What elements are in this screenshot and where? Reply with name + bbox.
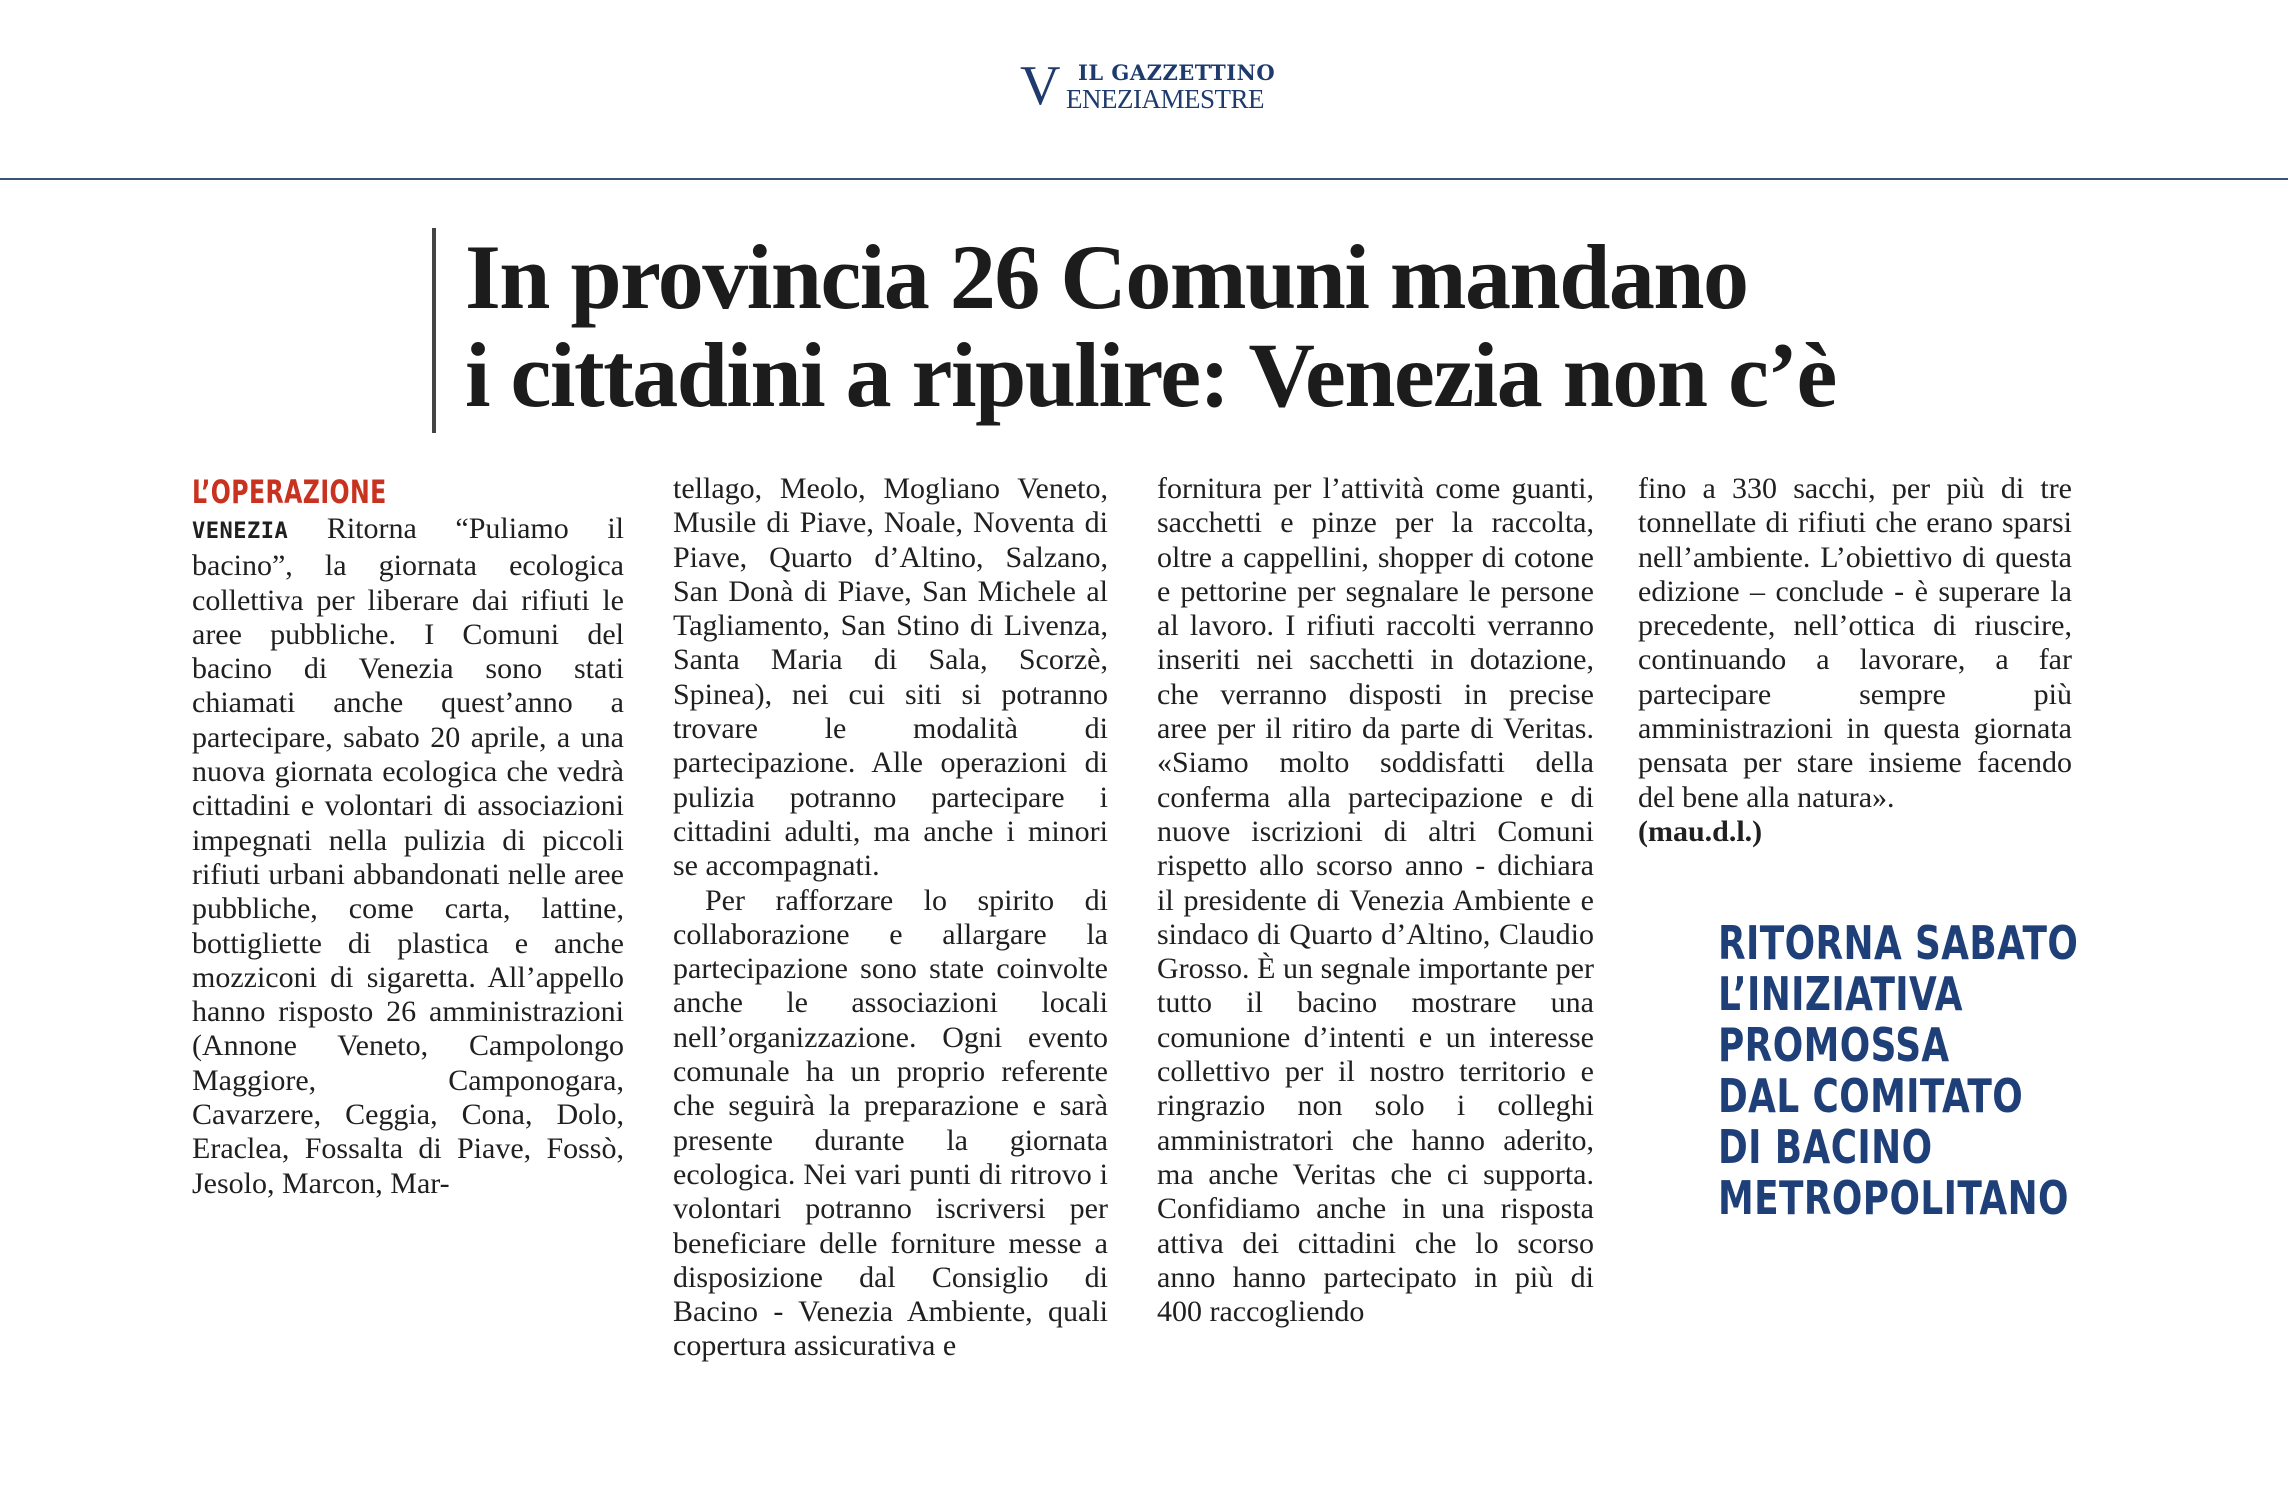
article-paragraph-5: fino a 330 sacchi, per più di tre tonnellate di rifiuti che erano sparsi nell’ambiente. L’obiettivo di questa edizione – conclude - è superare la precedente, nell’ottica di riuscire, continuando a lavorare, a far partecipare sempre più amministrazioni in questa giornata pensata per stare insieme facendo del bene alla natura».: [1638, 472, 2072, 814]
headline-line-2: i cittadini a ripulire: Venezia non c’è: [465, 324, 1836, 426]
masthead-logo: [1010, 56, 1290, 118]
headline-bar: [432, 228, 436, 433]
masthead-edition: ENEZIAMESTRE: [1066, 84, 1264, 114]
headline: [465, 228, 2185, 424]
article-paragraph-2: tellago, Meolo, Mogliano Veneto, Musile di Piave, Noale, Noventa di Piave, Quarto d’Altino, Salzano, San Donà di Piave, San Michele al Tagliamento, San Stino di Livenza, Santa Maria di Sala, Scorzè, Spinea), nei cui siti si potranno trovare le modalità di partecipazione. Alle operazioni di pulizia potranno partecipare i cittadini adulti, ma anche i minori se accompagnati.: [673, 472, 1108, 883]
pull-quote-line-1: RITORNA SABATO: [1718, 916, 2079, 970]
article-column-2: [673, 472, 1108, 1364]
article-text-1: Ritorna “Puliamo il bacino”, la giornata ecologica collettiva per liberare dai rifiuti le aree pubbliche. I Comuni del bacino di Venezia sono stati chiamati anche quest’anno a partecipare, sabato 20 aprile, a una nuova giornata ecologica che vedrà cittadini e volontari di associazioni impegnati nella pulizia di piccoli rifiuti urbani abbandonati nelle aree pubbliche, come carta, lattine, bottigliette di plastica e anche mozziconi di sigaretta. All’appello hanno risposto 26 amministrazioni (Annone Veneto, Campolongo Maggiore, Camponogara, Cavarzere, Ceggia, Cona, Dolo, Eraclea, Fossalta di Piave, Fossò, Jesolo, Marcon, Mar-: [192, 512, 625, 1200]
author-signature: (mau.d.l.): [1638, 814, 1763, 848]
pull-quote-line-6: METROPOLITANO: [1718, 1171, 2069, 1225]
article-column-3: [1157, 472, 1594, 1329]
masthead-initial: V: [1020, 55, 1061, 117]
article-paragraph-3: Per rafforzare lo spirito di collaborazione e allargare la partecipazione sono state coinvolte anche le associazioni locali nell’organizzazione. Ogni evento comunale ha un proprio referente che seguirà la preparazione e sarà presente durante la giornata ecologica. Nei vari punti di ritrovo i volontari potranno iscriversi per beneficiare delle forniture messe a disposizione dal Consiglio di Bacino - Venezia Ambiente, quali copertura assicurativa e: [673, 883, 1108, 1363]
article-column-4: [1638, 472, 2072, 849]
masthead-rule: [0, 178, 2288, 180]
article-column-1: [192, 472, 624, 1201]
pull-quote-line-3: PROMOSSA: [1718, 1018, 1950, 1072]
pull-quote-line-2: L’INIZIATIVA: [1718, 967, 1963, 1021]
article-paragraph-1: [192, 512, 624, 1201]
headline-line-1: In provincia 26 Comuni mandano: [465, 226, 1748, 328]
masthead-title: IL GAZZETTINO: [1078, 60, 1276, 85]
dateline: VENEZIA: [192, 519, 289, 544]
pull-quote-line-4: DAL COMITATO: [1718, 1069, 2024, 1123]
kicker: L’OPERAZIONE: [192, 473, 387, 511]
article-paragraph-4: fornitura per l’attività come guanti, sacchetti e pinze per la raccolta, oltre a cappellini, shopper di cotone e pettorine per segnalare le persone al lavoro. I rifiuti raccolti verranno inseriti nei sacchetti in dotazione, che verranno disposti in precise aree per il ritiro da parte di Veritas. «Siamo molto soddisfatti della conferma alla partecipazione e di nuove iscrizioni di altri Comuni rispetto allo scorso anno - dichiara il presidente di Venezia Ambiente e sindaco di Quarto d’Altino, Claudio Grosso. È un segnale importante per tutto il bacino mostrare una comunione d’intenti e un interesse collettivo per il nostro territorio e ringrazio non solo i colleghi amministratori che hanno aderito, ma anche Veritas che ci supporta. Confidiamo anche in una risposta attiva dei cittadini che lo scorso anno hanno partecipato in più di 400 raccogliendo: [1157, 472, 1594, 1329]
pull-quote-line-5: DI BACINO: [1718, 1120, 1933, 1174]
pull-quote: [1718, 916, 2079, 1225]
